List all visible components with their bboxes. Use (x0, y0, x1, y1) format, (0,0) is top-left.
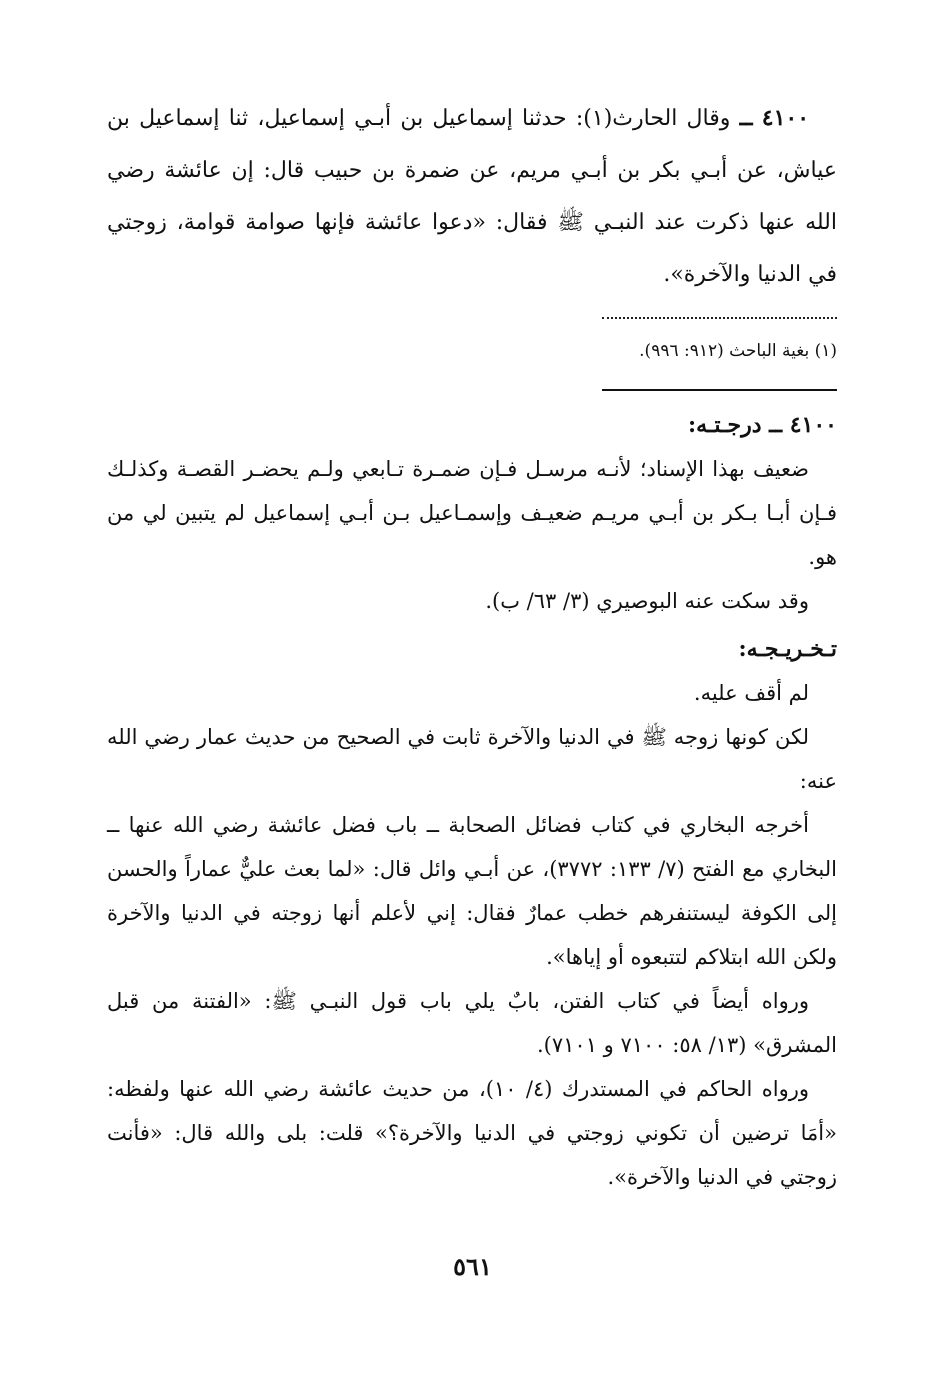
hadith-dash: ــ (739, 105, 753, 131)
hadith-paragraph (107, 92, 837, 301)
takhrij-title: تـخـريـجـه: (738, 636, 837, 662)
footnote-1: (١) بغية الباحث (٩١٢: ٩٩٦). (639, 341, 837, 361)
page-number: ٥٦١ (453, 1252, 492, 1281)
takhrij-paragraph-1: لم أقف عليه. (693, 681, 809, 705)
takhrij-paragraph-2: لكن كونها زوجه ﷺ في الدنيا والآخرة ثابت في الصحيح من حديث عمار رضي الله عنه: (107, 725, 837, 793)
hadith-number: ٤١٠٠ (761, 105, 810, 131)
takhrij-paragraph-4: ورواه أيضاً في كتاب الفتن، بابٌ يلي باب قول النبـي ﷺ: «الفتنة من قبل المشرق» (١٣/ ٥٨: ٧١٠٠ و ٧١٠١). (107, 989, 837, 1057)
grading-paragraph-1: ضعيف بهذا الإسناد؛ لأنـه مرسـل فـإن ضمـرة تـابعي ولـم يحضـر القصـة وكذلـك فـإن أبـا بـكر بن أبـي مريـم ضعيـف وإسمـاعيل بـن أبـي إسماعيل لم يتبين لي من هو. (107, 457, 837, 569)
section-divider (602, 389, 837, 391)
page-body (107, 92, 837, 1199)
takhrij-paragraph-5: ورواه الحاكم في المستدرك (٤/ ١٠)، من حديث عائشة رضي الله عنها ولفظه: «أمَا ترضين أن تكوني زوجتي في الدنيا والآخرة؟» قلت: بلى والله قال: «فأنت زوجتي في الدنيا والآخرة». (107, 1077, 837, 1189)
grading-title: ٤١٠٠ ــ درجـتـه: (688, 412, 837, 438)
takhrij-paragraph-3: أخرجه البخاري في كتاب فضائل الصحابة ــ باب فضل عائشة رضي الله عنها ــ البخاري مع الفتح (٧/ ١٣٣: ٣٧٧٢)، عن أبـي وائل قال: «لما بعث عليٌّ عماراً والحسن إلى الكوفة ليستنفرهم خطب عمارٌ فقال: إني لأعلم أنها زوجته في الدنيا والآخرة ولكن الله ابتلاكم لتتبعوه أو إياها». (107, 813, 837, 969)
footnote-separator (602, 317, 837, 329)
grading-paragraph-2: وقد سكت عنه البوصيري (٣/ ٦٣/ ب). (485, 589, 809, 613)
hadith-text: وقال الحارث(١): حدثنا إسماعيل بن أبـي إسماعيل، ثنا إسماعيل بن عياش، عن أبـي بكر بن أبـي مريم، عن ضمرة بن حبيب قال: إن عائشة رضي الله عنها ذكرت عند النبـي ﷺ فقال: «دعوا عائشة فإنها صوامة قوامة، زوجتي في الدنيا والآخرة». (107, 106, 837, 287)
